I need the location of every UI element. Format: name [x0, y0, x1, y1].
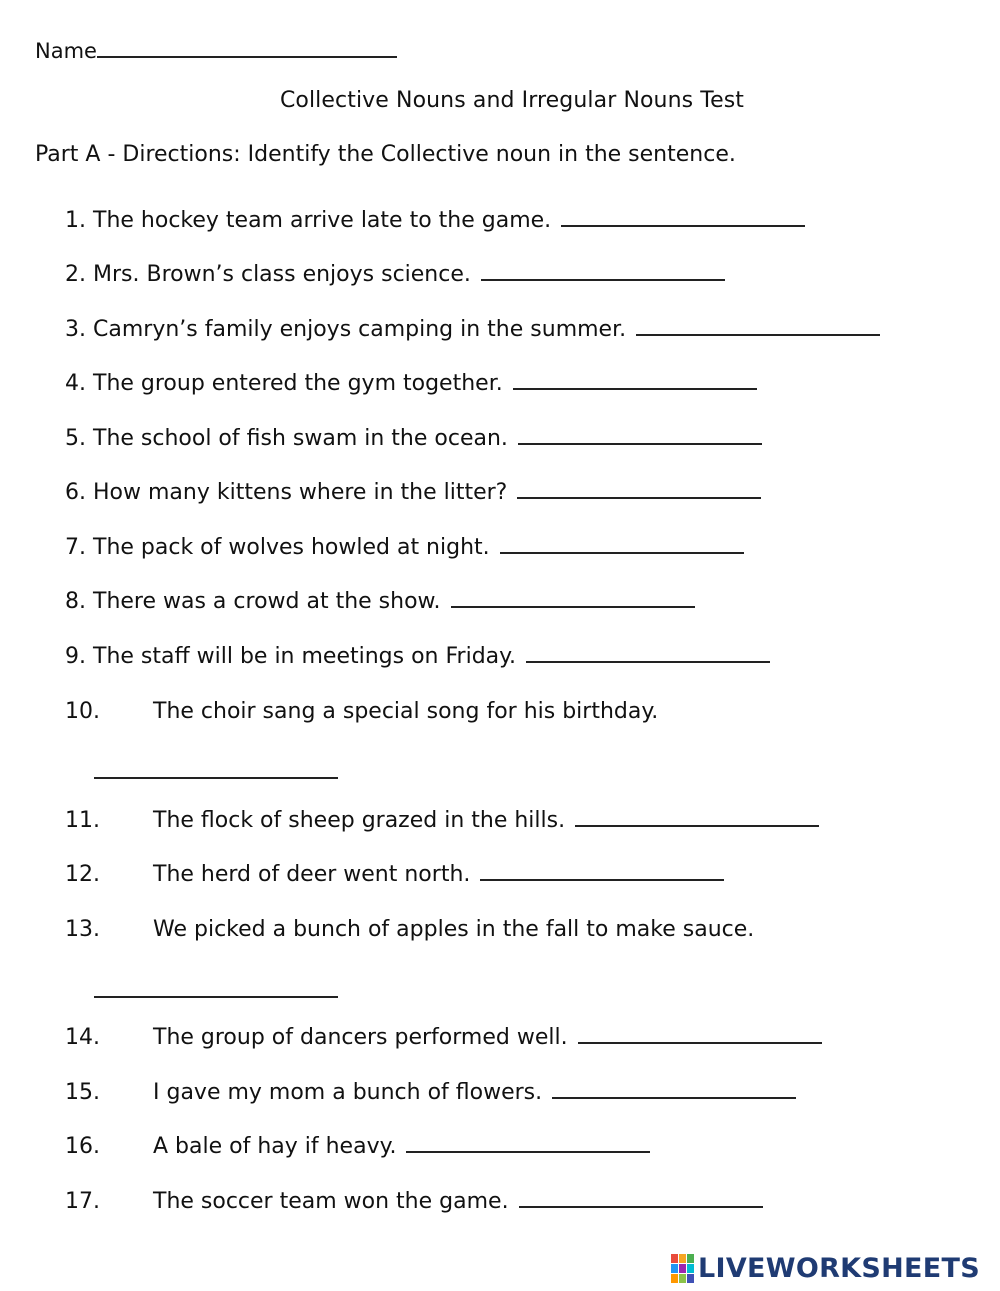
question-4 — [65, 371, 757, 396]
question-7 — [65, 535, 744, 560]
question-12 — [65, 862, 724, 887]
question-text: The group entered the gym together. — [93, 371, 503, 396]
question-text: The group of dancers performed well. — [153, 1025, 568, 1050]
question-number: 9. — [65, 644, 86, 669]
question-text: The pack of wolves howled at night. — [93, 535, 490, 560]
question-text: How many kittens where in the litter? — [93, 480, 508, 505]
question-text: Mrs. Brown’s class enjoys science. — [93, 262, 471, 287]
answer-line[interactable] — [636, 318, 880, 336]
logo-cell — [679, 1274, 686, 1283]
logo-text: LIVEWORKSHEETS — [697, 1253, 980, 1284]
question-number: 8. — [65, 589, 86, 614]
question-13 — [65, 917, 754, 942]
question-text: I gave my mom a bunch of flowers. — [153, 1080, 543, 1105]
name-label: Name — [35, 39, 97, 63]
question-text: A bale of hay if heavy. — [153, 1134, 397, 1159]
question-16 — [65, 1134, 650, 1159]
question-6 — [65, 480, 761, 505]
question-number: 17. — [65, 1189, 100, 1214]
question-number: 4. — [65, 371, 86, 396]
answer-line[interactable] — [513, 372, 757, 390]
logo-cell — [687, 1254, 694, 1263]
logo-cell — [687, 1274, 694, 1283]
logo-cell — [671, 1254, 678, 1263]
question-number: 1. — [65, 208, 86, 233]
answer-line[interactable] — [480, 863, 724, 881]
question-number: 10. — [65, 699, 100, 724]
answer-line[interactable] — [518, 427, 762, 445]
answer-line[interactable] — [526, 645, 770, 663]
question-5 — [65, 426, 762, 451]
question-number: 5. — [65, 426, 86, 451]
question-text: There was a crowd at the show. — [93, 589, 441, 614]
answer-line[interactable] — [481, 263, 725, 281]
question-text: The herd of deer went north. — [153, 862, 471, 887]
question-text: The choir sang a special song for his birthday. — [153, 699, 659, 724]
logo-cell — [679, 1254, 686, 1263]
logo-grid-icon — [671, 1254, 694, 1283]
name-field — [35, 38, 397, 63]
question-text: We picked a bunch of apples in the fall to make sauce. — [153, 917, 755, 942]
page-title: Collective Nouns and Irregular Nouns Test — [279, 88, 745, 113]
question-1 — [65, 208, 805, 233]
question-number: 13. — [65, 917, 100, 942]
logo-cell — [671, 1264, 678, 1273]
answer-line[interactable] — [451, 590, 695, 608]
logo-cell — [671, 1274, 678, 1283]
answer-line[interactable] — [406, 1135, 650, 1153]
question-14 — [65, 1025, 822, 1050]
liveworksheets-logo[interactable] — [671, 1253, 980, 1284]
question-text: The hockey team arrive late to the game. — [93, 208, 552, 233]
question-text: Camryn’s family enjoys camping in the summer. — [93, 317, 627, 342]
question-text: The flock of sheep grazed in the hills. — [153, 808, 566, 833]
logo-cell — [687, 1264, 694, 1273]
question-2 — [65, 262, 725, 287]
answer-line[interactable] — [519, 1190, 763, 1208]
question-text: The staff will be in meetings on Friday. — [93, 644, 517, 669]
question-number: 11. — [65, 808, 100, 833]
question-number: 3. — [65, 317, 86, 342]
answer-line-13[interactable] — [94, 996, 338, 998]
question-number: 12. — [65, 862, 100, 887]
directions-text: Part A - Directions: Identify the Collective noun in the sentence. — [35, 142, 736, 167]
answer-line[interactable] — [500, 536, 744, 554]
question-number: 15. — [65, 1080, 100, 1105]
question-11 — [65, 808, 819, 833]
question-text: The school of fish swam in the ocean. — [93, 426, 508, 451]
question-number: 14. — [65, 1025, 100, 1050]
answer-line[interactable] — [561, 209, 805, 227]
question-9 — [65, 644, 770, 669]
answer-line[interactable] — [578, 1026, 822, 1044]
question-8 — [65, 589, 695, 614]
name-input-line[interactable] — [97, 38, 397, 58]
question-number: 2. — [65, 262, 86, 287]
question-17 — [65, 1189, 763, 1214]
answer-line[interactable] — [517, 481, 761, 499]
question-number: 16. — [65, 1134, 100, 1159]
question-3 — [65, 317, 880, 342]
question-number: 7. — [65, 535, 86, 560]
logo-cell — [679, 1264, 686, 1273]
question-text: The soccer team won the game. — [153, 1189, 509, 1214]
question-15 — [65, 1080, 796, 1105]
answer-line-10[interactable] — [94, 777, 338, 779]
answer-line[interactable] — [552, 1081, 796, 1099]
answer-line[interactable] — [575, 809, 819, 827]
question-number: 6. — [65, 480, 86, 505]
question-10 — [65, 699, 658, 724]
